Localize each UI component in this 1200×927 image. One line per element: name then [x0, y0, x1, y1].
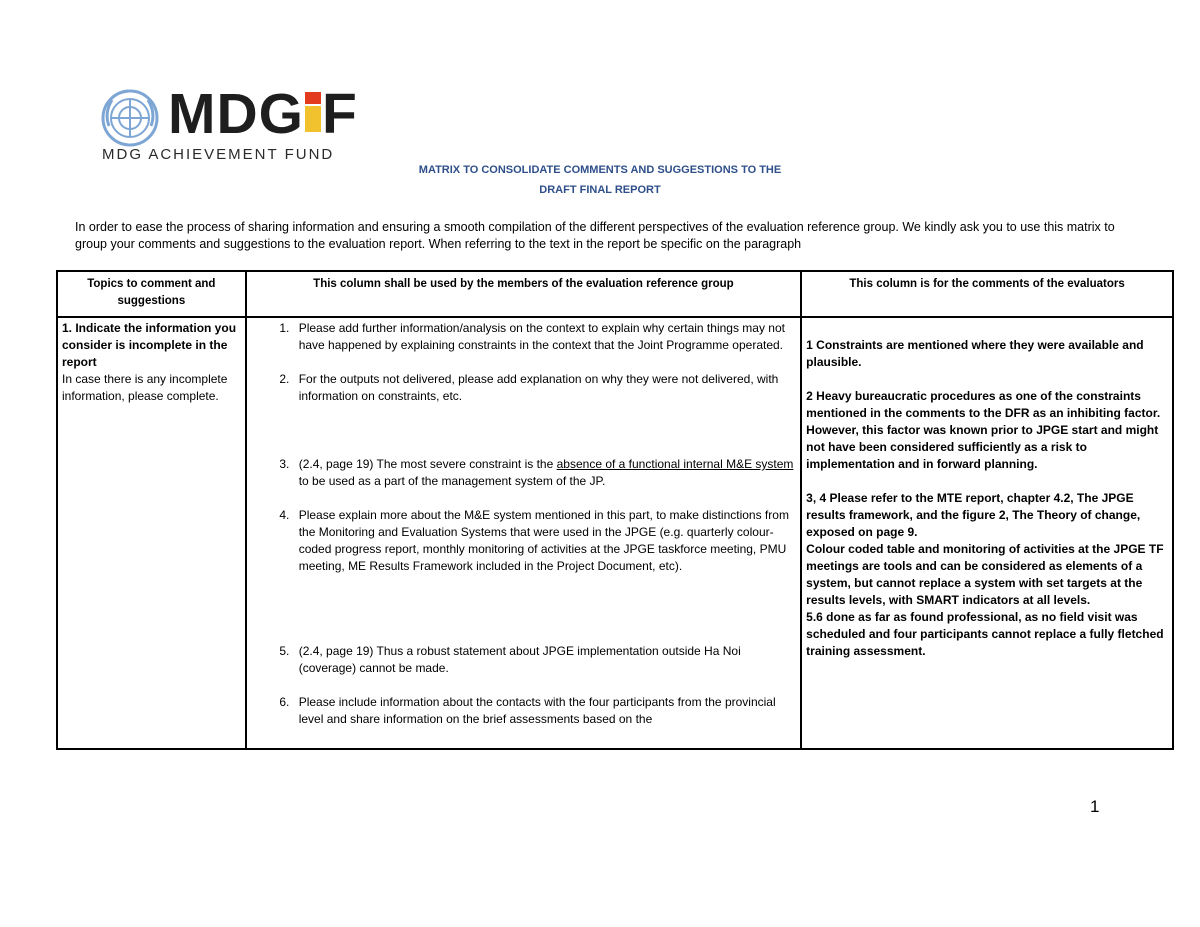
reference-group-cell — [246, 317, 801, 749]
comment-item-4: 4. Please explain more about the M&E system mentioned in this part, to make distinctions from the Monitoring and Evaluation Systems that were used in the JPGE (e.g. quarterly colour-coded progress report, monthly monitoring of activities at the JPGE taskforce meeting, PMU meeting, ME Results Framework included in the Project Document, etc). — [293, 507, 796, 575]
header-reference-group: This column shall be used by the members of the evaluation reference group — [246, 271, 801, 317]
comment-list — [251, 320, 796, 728]
topic-description: In case there is any incomplete information, please complete. — [62, 372, 228, 403]
underlined-phrase: absence of a functional internal M&E system — [556, 457, 794, 471]
logo-i-mark — [304, 84, 322, 144]
un-emblem-icon — [100, 88, 160, 148]
header-evaluators: This column is for the comments of the evaluators — [801, 271, 1173, 317]
logo-tagline: MDG ACHIEVEMENT FUND — [102, 146, 335, 163]
comment-item-2: 2. For the outputs not delivered, please add explanation on why they were not delivered, with information on constraints, etc. — [293, 371, 796, 405]
topic-cell — [57, 317, 246, 749]
table-row — [57, 317, 1173, 749]
intro-paragraph: In order to ease the process of sharing information and ensuring a smooth compilation of the different perspectives of the evaluation reference group. We kindly ask you to use this matrix to group your comments and suggestions to the evaluation report. When referring to the text in the report be specific on the paragraph — [75, 220, 1115, 251]
comment-item-6: 6. Please include information about the contacts with the four participants from the provincial level and share information on the brief assessments based on the — [293, 694, 796, 728]
topic-heading: 1. Indicate the information you consider is incomplete in the report — [62, 321, 237, 369]
logo-wordmark: MDG F — [168, 82, 358, 146]
document-title-line-1: MATRIX TO CONSOLIDATE COMMENTS AND SUGGESTIONS TO THE — [418, 164, 782, 176]
evaluator-comment-4: Colour coded table and monitoring of activities at the JPGE TF meetings are tools and can be considered as elements of a system, but cannot replace a system with set targets at the results levels, with SMART indicators at all levels. — [806, 542, 1164, 607]
comment-item-3: 3. (2.4, page 19) The most severe constraint is the absence of a functional internal M&E system to be used as a part of the management system of the JP. — [293, 456, 796, 490]
comment-item-5: 5. (2.4, page 19) Thus a robust statement about JPGE implementation outside Ha Noi (coverage) cannot be made. — [293, 643, 796, 677]
document-title-line-2: DRAFT FINAL REPORT — [539, 184, 661, 196]
evaluator-comment-1: 1 Constraints are mentioned where they were available and plausible. — [806, 338, 1144, 369]
mdgf-logo — [100, 82, 360, 163]
evaluator-cell — [801, 317, 1173, 749]
table-header-row — [57, 271, 1173, 317]
comments-matrix-table — [56, 270, 1174, 750]
evaluator-comment-3: 3, 4 Please refer to the MTE report, chapter 4.2, The JPGE results framework, and the figure 2, The Theory of change, exposed on page 9. — [806, 491, 1141, 539]
evaluator-comment-5: 5.6 done as far as found professional, as no field visit was scheduled and four participants cannot replace a fully fletched training assessment. — [806, 610, 1164, 658]
evaluator-comment-2: 2 Heavy bureaucratic procedures as one of the constraints mentioned in the comments to the DFR as an inhibiting factor. However, this factor was known prior to JPGE start and might not have been considered sufficiently as a risk to implementation and in forward planning. — [806, 389, 1161, 471]
comment-item-1: 1. Please add further information/analysis on the context to explain why certain things may not have happened by explaining constraints in the context that the Joint Programme operated. — [293, 320, 796, 354]
header-topics: Topics to comment and suggestions — [57, 271, 246, 317]
page-number: 1 — [1090, 797, 1100, 816]
